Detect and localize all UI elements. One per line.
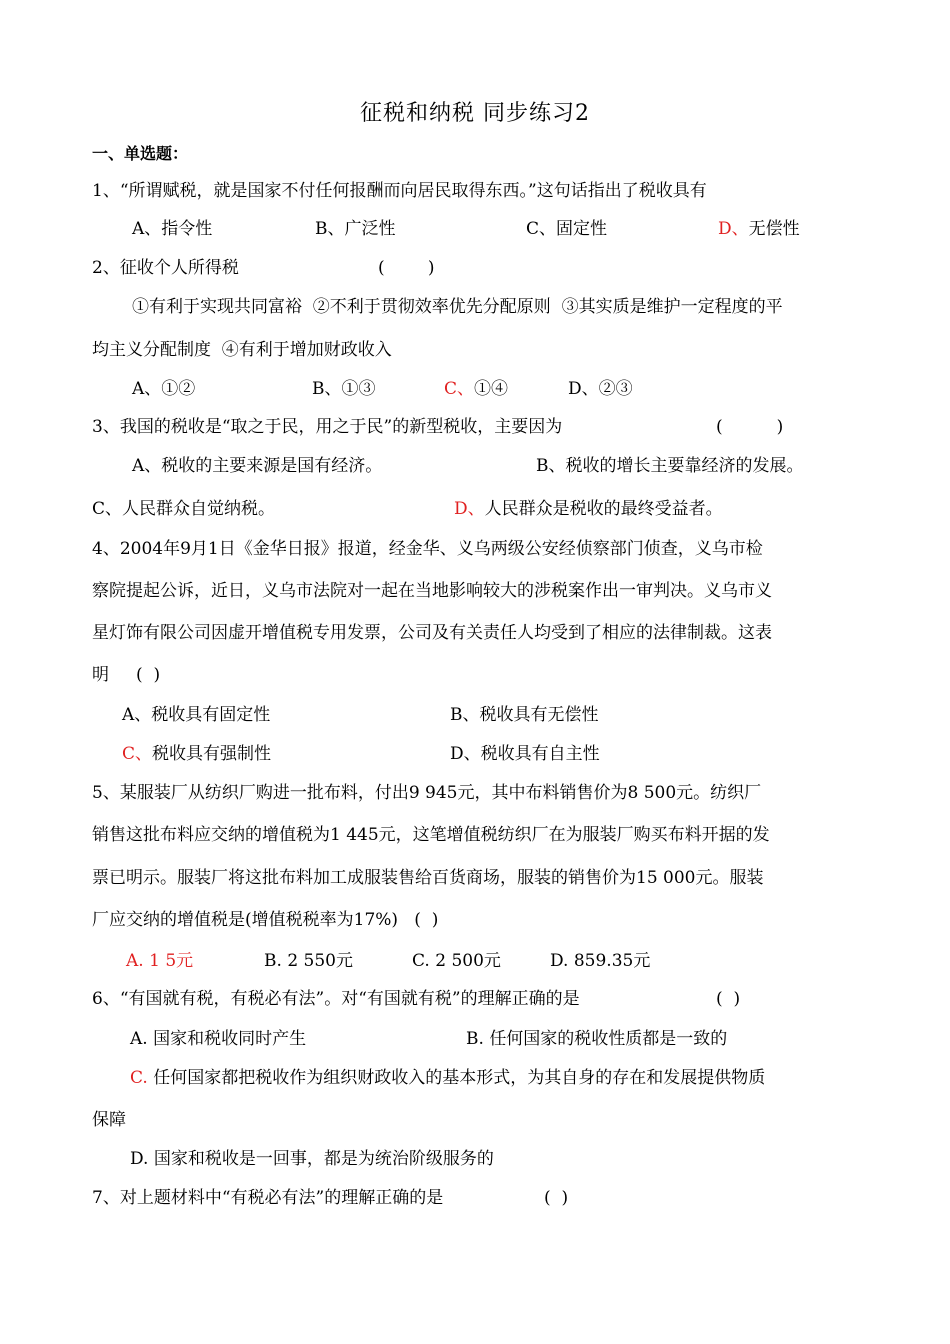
question-7-stem: 7、对上题材料中“有税必有法”的理解正确的是 bbox=[92, 1188, 444, 1208]
q5-option-a-answer: A. 1 5元 bbox=[126, 951, 194, 971]
question-5-stem-line3: 票已明示。服装厂将这批布料加工成服装售给百货商场，服装的销售价为15 000元。服装 bbox=[92, 868, 764, 888]
q6-option-d: D. 国家和税收是一回事，都是为统治阶级服务的 bbox=[130, 1149, 494, 1169]
q1-option-c: C、固定性 bbox=[526, 219, 608, 239]
q5-option-b: B. 2 550元 bbox=[264, 951, 353, 971]
q3-option-c: C、人民群众自觉纳税。 bbox=[92, 499, 276, 519]
section-heading: 一、单选题： bbox=[92, 144, 189, 163]
q4-option-d: D、税收具有自主性 bbox=[450, 744, 600, 764]
q6-option-a: A. 国家和税收同时产生 bbox=[130, 1029, 307, 1049]
question-6-stem: 6、“有国就有税，有税必有法”。对“有国就有税”的理解正确的是 bbox=[92, 989, 580, 1009]
question-5-stem-line2: 销售这批布料应交纳的增值税为1 445元，这笔增值税纺织厂在为服装厂购买布料开据的发 bbox=[92, 825, 770, 845]
question-3-paren: ( ) bbox=[716, 417, 784, 437]
q4-option-b: B、税收具有无偿性 bbox=[450, 705, 599, 725]
q6-option-c-continued: 保障 bbox=[92, 1110, 126, 1130]
q4-option-c-answer: C、税收具有强制性 bbox=[122, 744, 272, 764]
q1-option-b: B、广泛性 bbox=[315, 219, 396, 239]
question-2-items-line1: ①有利于实现共同富裕 ②不利于贯彻效率优先分配原则 ③其实质是维护一定程度的平 bbox=[132, 297, 783, 317]
question-4-stem-line4: 明 ( ) bbox=[92, 665, 161, 685]
q2-option-b: B、①③ bbox=[312, 379, 376, 399]
question-6-paren: ( ) bbox=[716, 989, 741, 1009]
question-2-stem: 2、征收个人所得税 bbox=[92, 258, 239, 278]
question-4-stem-line1: 4、2004年9月1日《金华日报》报道，经金华、义乌两级公安经侦察部门侦查，义乌市检 bbox=[92, 539, 763, 559]
question-4-stem-line2: 察院提起公诉，近日，义乌市法院对一起在当地影响较大的涉税案作出一审判决。义乌市义 bbox=[92, 581, 772, 601]
question-7-paren: ( ) bbox=[544, 1188, 569, 1208]
q3-option-a: A、税收的主要来源是国有经济。 bbox=[132, 456, 383, 476]
q6-option-b: B. 任何国家的税收性质都是一致的 bbox=[466, 1029, 728, 1049]
q3-option-b: B、税收的增长主要靠经济的发展。 bbox=[536, 456, 804, 476]
page-title: 征税和纳税 同步练习2 bbox=[360, 101, 590, 126]
q4-option-a: A、税收具有固定性 bbox=[122, 705, 271, 725]
q2-option-a: A、①② bbox=[132, 379, 196, 399]
q2-option-c-answer: C、①④ bbox=[444, 379, 509, 399]
question-4-stem-line3: 星灯饰有限公司因虚开增值税专用发票，公司及有关责任人均受到了相应的法律制裁。这表 bbox=[92, 623, 772, 643]
q2-option-d: D、②③ bbox=[568, 379, 633, 399]
question-5-stem-line1: 5、某服装厂从纺织厂购进一批布料，付出9 945元，其中布料销售价为8 500元。纺织厂 bbox=[92, 783, 762, 803]
question-1-stem: 1、“所谓赋税，就是国家不付任何报酬而向居民取得东西。”这句话指出了税收具有 bbox=[92, 181, 707, 201]
question-3-stem: 3、我国的税收是“取之于民，用之于民”的新型税收，主要因为 bbox=[92, 417, 563, 437]
q3-option-d-answer: D、人民群众是税收的最终受益者。 bbox=[454, 499, 723, 519]
question-2-items-line2: 均主义分配制度 ④有利于增加财政收入 bbox=[92, 340, 392, 360]
q1-option-d-answer: D、无偿性 bbox=[718, 219, 800, 239]
q5-option-c: C. 2 500元 bbox=[412, 951, 501, 971]
q1-option-a: A、指令性 bbox=[132, 219, 213, 239]
question-5-stem-line4: 厂应交纳的增值税是(增值税税率为17%) ( ) bbox=[92, 910, 439, 930]
q5-option-d: D. 859.35元 bbox=[550, 951, 651, 971]
question-2-paren: ( ) bbox=[378, 258, 435, 278]
q6-option-c-answer: C. 任何国家都把税收作为组织财政收入的基本形式，为其自身的存在和发展提供物质 bbox=[130, 1068, 766, 1088]
